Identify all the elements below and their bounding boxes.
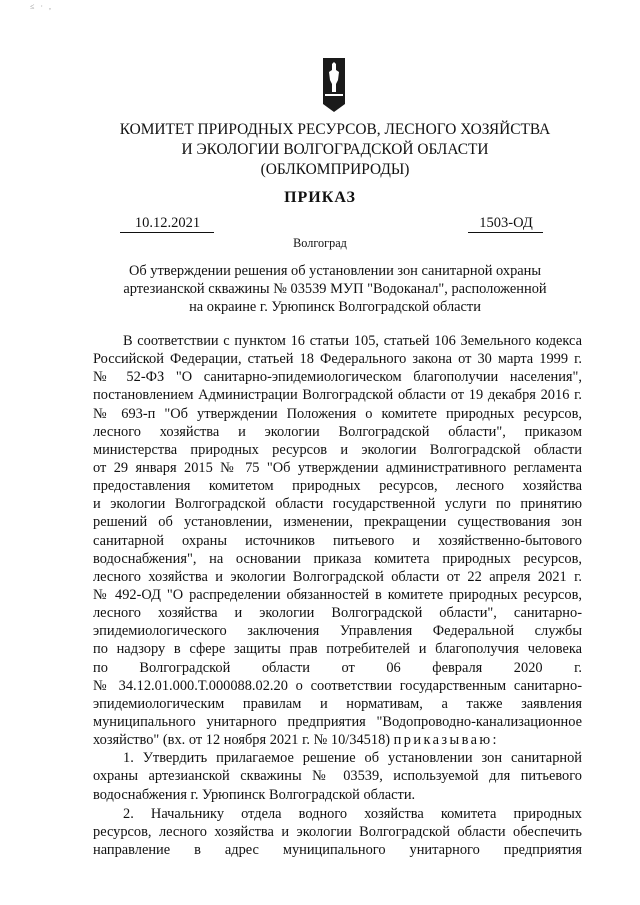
body-line: санитарной охраны источников питьевого и хозяйственно-бытового bbox=[93, 532, 582, 549]
item-1-line: водоснабжения г. Урюпинск Волгоградской области. bbox=[93, 786, 416, 803]
order-body bbox=[93, 332, 582, 859]
item-2-line: 2. Начальнику отдела водного хозяйства комитета природных bbox=[123, 805, 582, 822]
item-2-line: ресурсов, лесного хозяйства и экологии Волгоградской области обеспечить bbox=[93, 823, 582, 840]
decree-word: приказываю: bbox=[393, 732, 499, 749]
order-city: Волгоград bbox=[293, 236, 347, 250]
body-line: № 52-ФЗ "О санитарно-эпидемиологическом благополучии населения", bbox=[93, 369, 582, 386]
committee-name bbox=[95, 120, 575, 180]
order-number bbox=[468, 215, 543, 233]
item-2-line: направление в адрес муниципального унитарного предприятия bbox=[93, 841, 582, 858]
body-line: лесного хозяйства и экологии Волгоградской области", приказом bbox=[93, 423, 582, 440]
body-line: эпидемиологического заключения Управления Федеральной службы bbox=[93, 623, 582, 640]
body-line: № 34.12.01.000.Т.000088.02.20 о соответствии государственным санитарно- bbox=[93, 677, 582, 694]
subject-line: на окраине г. Урюпинск Волгоградской области bbox=[189, 298, 481, 315]
body-line: В соответствии с пунктом 16 статьи 105, статьей 106 Земельного кодекса bbox=[123, 333, 582, 349]
body-line: предоставления комитетом природных ресурсов, лесного хозяйства bbox=[93, 478, 582, 495]
coat-of-arms-emblem bbox=[323, 58, 345, 112]
body-line: № 492-ОД "О распределении обязанностей в комитете природных ресурсов, bbox=[93, 586, 582, 603]
item-1-line: 1. Утвердить прилагаемое решение об установлении зон санитарной bbox=[123, 750, 582, 767]
body-line: и экологии Волгоградской области государственной услуги по принятию bbox=[93, 496, 582, 513]
body-line: лесного хозяйства и экологии Волгоградской области", санитарно- bbox=[93, 605, 582, 622]
body-line: лесного хозяйства и экологии Волгоградской области от 22 апреля 2021 г. bbox=[93, 568, 582, 585]
order-title: ПРИКАЗ bbox=[284, 189, 356, 206]
item-1-line: охраны артезианской скважины № 03539, используемой для питьевого bbox=[93, 768, 582, 785]
body-line-decree bbox=[93, 731, 582, 749]
body-line: № 693-п "Об утверждении Положения о комитете природных ресурсов, bbox=[93, 405, 582, 422]
committee-line: И ЭКОЛОГИИ ВОЛГОГРАДСКОЙ ОБЛАСТИ bbox=[181, 141, 489, 158]
preamble-ending: хозяйство" (вх. от 12 ноября 2021 г. № 10/34518) bbox=[93, 732, 391, 749]
order-subject bbox=[90, 263, 580, 316]
committee-line: (ОБЛКОМПРИРОДЫ) bbox=[260, 161, 410, 178]
committee-line: КОМИТЕТ ПРИРОДНЫХ РЕСУРСОВ, ЛЕСНОГО ХОЗЯЙСТВА bbox=[119, 121, 551, 138]
body-line: Российской Федерации, статьей 18 Федерального закона от 30 марта 1999 г. bbox=[93, 351, 582, 368]
body-line: водоснабжения", на основании приказа комитета природных ресурсов, bbox=[93, 550, 582, 567]
scan-artifact: ≤ · , bbox=[30, 2, 54, 11]
subject-line: Об утверждении решения об установлении зон санитарной охраны bbox=[128, 263, 542, 279]
body-line: муниципального унитарного предприятия "Водопроводно-канализационное bbox=[93, 713, 582, 730]
subject-line: артезианской скважины № 03539 МУП "Водоканал", расположенной bbox=[123, 280, 547, 297]
body-line: от 29 января 2015 № 75 "Об утверждении административного регламента bbox=[93, 459, 582, 476]
order-date-value: 10.12.2021 bbox=[134, 215, 201, 231]
body-line: министерства природных ресурсов и экологии Волгоградской области bbox=[93, 441, 582, 458]
order-date bbox=[120, 215, 214, 233]
body-line: эпидемиологическим правилам и нормативам, а также заявления bbox=[93, 695, 582, 712]
body-line: по Волгоградской области от 06 февраля 2020 г. bbox=[93, 659, 582, 676]
body-line: постановлением Администрации Волгоградской области от 19 декабря 2016 г. bbox=[93, 387, 582, 404]
order-number-value: 1503-ОД bbox=[479, 215, 533, 231]
body-line: решений об установлении, изменении, прекращении существования зон bbox=[93, 514, 582, 531]
body-line: по надзору в сфере защиты прав потребителей и благополучия человека bbox=[93, 641, 582, 658]
